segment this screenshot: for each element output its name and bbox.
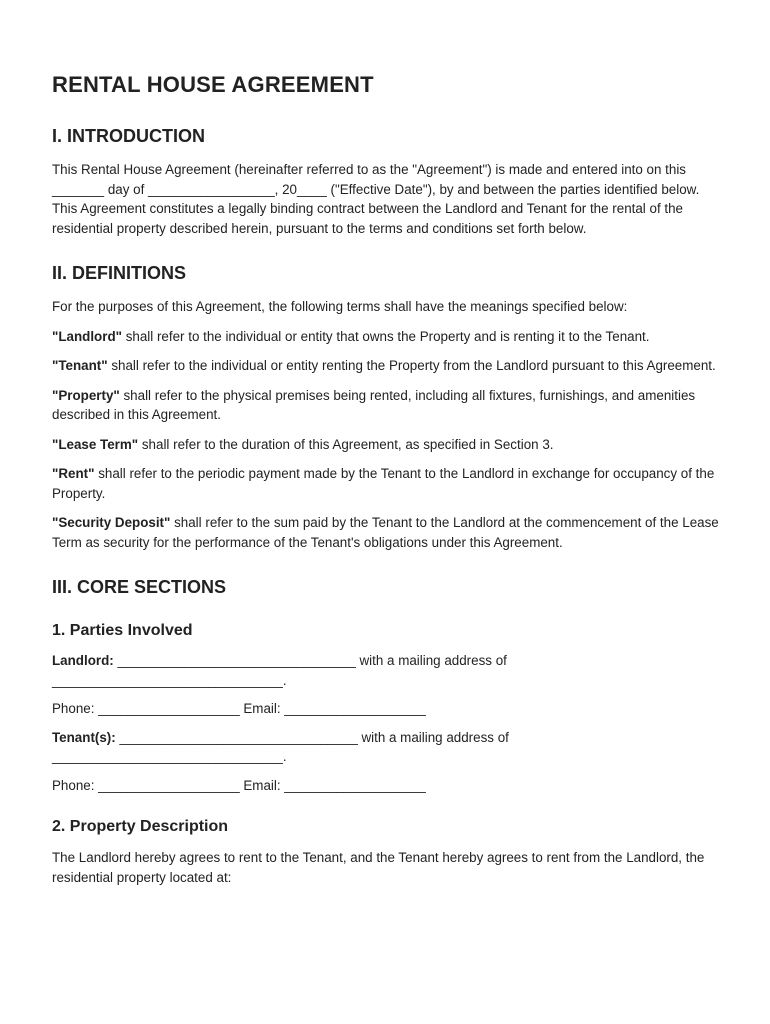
- definition-text: shall refer to the duration of this Agreement, as specified in Section 3.: [138, 436, 554, 452]
- introduction-paragraph: This Rental House Agreement (hereinafter referred to as the "Agreement") is made and entered into on this _______ day of _________________, 20____ ("Effective Date"), by and between the parties identified below. This Agreement constitutes a legally binding contract between the Landlord and Tenant for the rental of the residential property described herein, pursuant to the terms and conditions set forth below.: [52, 162, 700, 236]
- definition-property: [52, 386, 720, 425]
- definitions-lead: For the purposes of this Agreement, the following terms shall have the meanings specified below:: [52, 299, 628, 314]
- definition-term: "Landlord": [52, 328, 122, 344]
- document-title: RENTAL HOUSE AGREEMENT: [52, 72, 374, 97]
- tenant-label: Tenant(s):: [52, 729, 116, 745]
- definition-text: shall refer to the individual or entity renting the Property from the Landlord pursuant to this Agreement.: [107, 358, 716, 373]
- landlord-line: [52, 651, 720, 690]
- definition-security-deposit: [52, 513, 720, 552]
- section-heading-introduction: I. INTRODUCTION: [52, 126, 205, 146]
- tenant-fill-in: ________________________________ with a mailing address of _______________________________.: [52, 729, 509, 764]
- document-page: [52, 70, 720, 887]
- definition-text: shall refer to the sum paid by the Tenant to the Landlord at the commencement of the Lease Term as security for the performance of the Tenant's obligations under this Agreement.: [52, 515, 719, 550]
- definition-text: shall refer to the individual or entity that owns the Property and is renting it to the Tenant.: [121, 328, 650, 344]
- definition-text: shall refer to the physical premises being rented, including all fixtures, furnishings, and amenities described in this Agreement.: [52, 387, 696, 422]
- subheading-parties-involved: 1. Parties Involved: [52, 622, 193, 639]
- landlord-label: Landlord:: [52, 653, 114, 668]
- property-description-paragraph: The Landlord hereby agrees to rent to the Tenant, and the Tenant hereby agrees to rent from the Landlord, the residential property located at:: [52, 850, 705, 885]
- definition-term: "Security Deposit": [52, 515, 171, 530]
- definition-rent: [52, 464, 720, 503]
- landlord-fill-in: ________________________________ with a mailing address of _______________________________.: [52, 653, 507, 688]
- tenant-line: [52, 728, 720, 767]
- landlord-contact-line: Phone: ___________________ Email: ___________________: [52, 701, 426, 716]
- section-heading-definitions: II. DEFINITIONS: [52, 263, 187, 283]
- definition-text: shall refer to the periodic payment made by the Tenant to the Landlord in exchange for occupancy of the Property.: [52, 466, 715, 501]
- definition-tenant: [52, 356, 720, 376]
- subheading-property-description: 2. Property Description: [52, 818, 229, 835]
- definition-lease-term: [52, 435, 720, 455]
- definition-term: "Tenant": [52, 358, 108, 373]
- definition-term: "Property": [52, 387, 120, 403]
- tenant-contact-line: Phone: ___________________ Email: ___________________: [52, 777, 426, 793]
- definition-term: "Lease Term": [52, 436, 139, 452]
- definition-landlord: [52, 327, 720, 347]
- definition-term: "Rent": [52, 466, 95, 481]
- section-heading-core-sections: III. CORE SECTIONS: [52, 577, 227, 597]
